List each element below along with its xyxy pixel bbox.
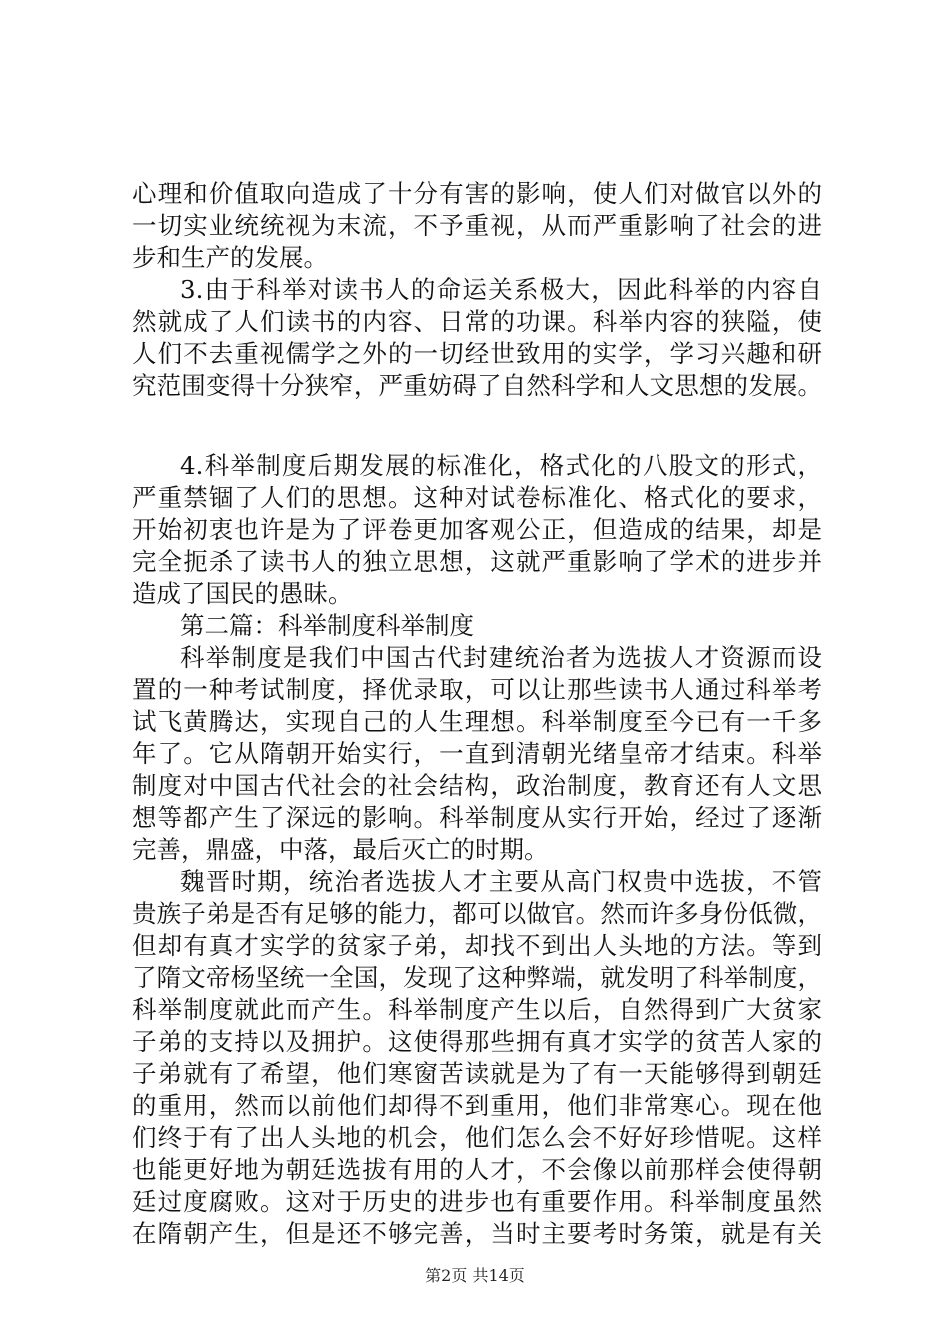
text-line: 科举制度就此而产生。科举制度产生以后，自然得到广大贫家 (132, 995, 822, 1024)
text-line: 贵族子弟是否有足够的能力，都可以做官。然而许多身份低微， (132, 899, 822, 928)
text-line: 也能更好地为朝廷选拔有用的人才，不会像以前那样会使得朝 (132, 1155, 822, 1184)
section-heading: 第二篇：科举制度科举制度 (180, 611, 474, 640)
text-line: 置的一种考试制度，择优录取，可以让那些读书人通过科举考 (132, 675, 822, 704)
text-line: 科举制度是我们中国古代封建统治者为选拔人才资源而设 (180, 643, 822, 672)
text-line: 魏晋时期，统治者选拔人才主要从高门权贵中选拔，不管 (180, 867, 822, 896)
text-line: 试飞黄腾达，实现自己的人生理想。科举制度至今已有一千多 (132, 707, 822, 736)
text-line: 子弟的支持以及拥护。这使得那些拥有真才实学的贫苦人家的 (132, 1027, 822, 1056)
text-line: 们终于有了出人头地的机会，他们怎么会不好好珍惜呢。这样 (132, 1123, 822, 1152)
page-number-footer: 第2页 共14页 (425, 1266, 525, 1285)
text-line: 子弟就有了希望，他们寒窗苦读就是为了有一天能够得到朝廷 (132, 1059, 822, 1088)
text-line: 完善，鼎盛，中落，最后灭亡的时期。 (132, 835, 549, 864)
text-line: 究范围变得十分狭窄，严重妨碍了自然科学和人文思想的发展。 (132, 371, 822, 400)
text-line: 4.科举制度后期发展的标准化，格式化的八股文的形式， (180, 451, 822, 480)
text-line: 想等都产生了深远的影响。科举制度从实行开始，经过了逐渐 (132, 803, 822, 832)
text-line: 廷过度腐败。这对于历史的进步也有重要作用。科举制度虽然 (132, 1187, 822, 1216)
text-line: 人们不去重视儒学之外的一切经世致用的实学，学习兴趣和研 (132, 339, 822, 368)
text-line: 造成了国民的愚昧。 (132, 579, 353, 608)
text-line: 一切实业统统视为末流，不予重视，从而严重影响了社会的进 (132, 211, 822, 240)
text-line: 但却有真才实学的贫家子弟，却找不到出人头地的方法。等到 (132, 931, 822, 960)
text-line: 严重禁锢了人们的思想。这种对试卷标准化、格式化的要求， (132, 483, 822, 512)
text-line: 在隋朝产生，但是还不够完善，当时主要考时务策，就是有关 (132, 1219, 822, 1248)
text-line: 年了。它从隋朝开始实行，一直到清朝光绪皇帝才结束。科举 (132, 739, 822, 768)
text-line: 开始初衷也许是为了评卷更加客观公正，但造成的结果，却是 (132, 515, 822, 544)
text-line: 然就成了人们读书的内容、日常的功课。科举内容的狭隘，使 (132, 307, 822, 336)
text-line: 步和生产的发展。 (132, 243, 328, 272)
text-line: 心理和价值取向造成了十分有害的影响，使人们对做官以外的 (132, 179, 822, 208)
text-line: 的重用，然而以前他们却得不到重用，他们非常寒心。现在他 (132, 1091, 822, 1120)
text-line: 3.由于科举对读书人的命运关系极大，因此科举的内容自 (180, 275, 822, 304)
text-line: 制度对中国古代社会的社会结构，政治制度，教育还有人文思 (132, 771, 822, 800)
text-line: 完全扼杀了读书人的独立思想，这就严重影响了学术的进步并 (132, 547, 822, 576)
text-line: 了隋文帝杨坚统一全国，发现了这种弊端，就发明了科举制度， (132, 963, 822, 992)
